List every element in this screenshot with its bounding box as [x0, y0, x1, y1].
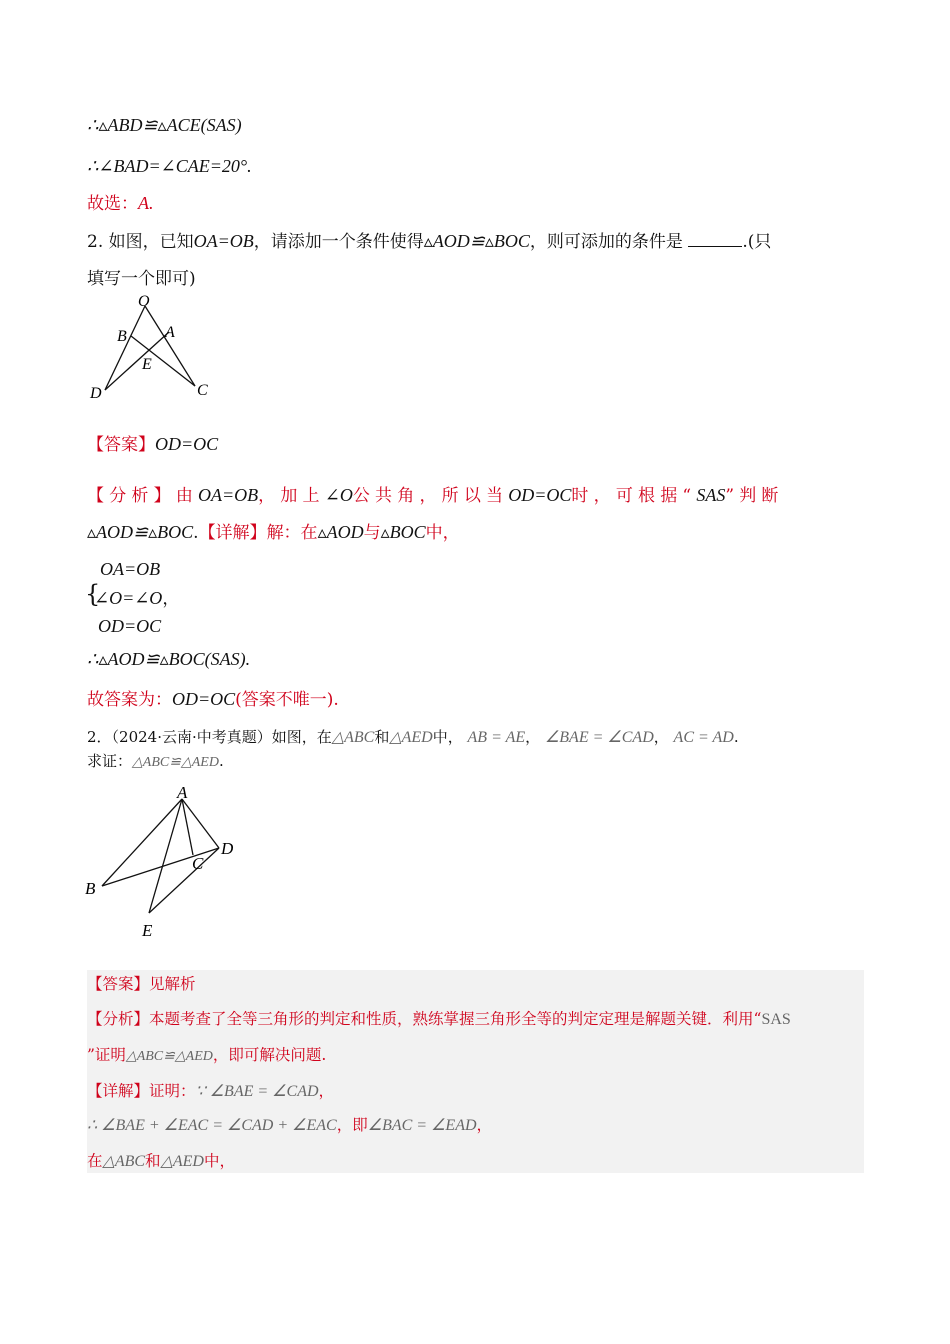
box-analysis-l2-text-1: ”证明 [87, 1046, 126, 1064]
analysis-1-line-1 [87, 484, 784, 507]
box-detail-l2-math-1: ∴ ∠BAE + ∠EAC = ∠CAD + ∠EAC [87, 1117, 337, 1134]
answer-blank [688, 230, 742, 247]
q2-math-1: OA=OB [193, 231, 254, 251]
analysis-1-line-2 [87, 521, 460, 544]
question-3-line-1 [87, 726, 739, 749]
q3-prove-math: △ABC≌△AED [132, 755, 219, 770]
box-detail-line-3 [87, 1150, 235, 1173]
analysis-1-text-5: ”判断 [725, 486, 784, 506]
label-c2: C [192, 854, 204, 873]
system-row-2 [94, 587, 179, 610]
system-row-2-tail: ， [162, 589, 180, 609]
q3-math-1: △ABC [331, 729, 375, 746]
analysis-1-l2-math-1: ▵AOD≌▵BOC [87, 522, 194, 542]
q2-text-c: ，则可添加的条件是 [529, 232, 683, 252]
final-1-text-2: (答案不唯一). [235, 690, 339, 710]
analysis-1-l2-text-3: 与 [363, 523, 381, 543]
choice-label: 故选： [87, 194, 138, 214]
box-analysis-label: 【分析】 [87, 1010, 150, 1028]
box-detail-line-1 [87, 1080, 334, 1103]
figure-aod-boc [87, 290, 217, 402]
q3-math-4: ∠BAE = ∠CAD [544, 729, 654, 746]
q3-math-5: AC = AD [673, 729, 734, 746]
box-analysis-math: SAS [761, 1011, 791, 1028]
analysis-1-text-4: 时，可根据“ [571, 486, 697, 506]
box-answer-line [87, 973, 196, 995]
analysis-1-l2-math-2: ▵AOD [317, 522, 364, 542]
conclusion-1-line: ∴▵AOD≌▵BOC(SAS). [87, 649, 251, 669]
box-analysis-l2-math: △ABC≌△AED [125, 1049, 213, 1064]
box-detail-math-1: ∵ ∠BAE = ∠CAD [195, 1083, 319, 1100]
label-e2: E [142, 921, 153, 940]
question-2-line-2: 填写一个即可) [87, 269, 196, 289]
answer-1-line [87, 433, 218, 456]
q2-math-2: ▵AOD≌▵BOC [423, 231, 530, 251]
figure-abc-aed [82, 780, 252, 945]
q3-text-1: 如图，在 [271, 728, 332, 746]
box-detail-l3-text-3: 中， [203, 1152, 235, 1170]
choice-line [87, 192, 154, 215]
system-row-2-math: ∠O=∠O [94, 588, 163, 608]
label-d: D [90, 385, 102, 402]
question-3-line-2 [87, 750, 224, 774]
box-detail-text-2: ， [318, 1082, 335, 1100]
angle-equality-line: ∴∠BAD=∠CAE=20°. [87, 156, 252, 176]
q3-text-3: 中， [432, 728, 463, 746]
final-1-math: OD=OC [172, 689, 236, 709]
choice-value: A. [138, 193, 154, 213]
q3-prove-tail: . [218, 752, 224, 770]
q3-text-4: ， [525, 728, 541, 746]
box-detail-text-1: 证明： [149, 1082, 196, 1100]
box-detail-l2-math-2: ∠BAC = ∠EAD [367, 1117, 477, 1134]
q3-number: 2． [87, 728, 112, 746]
box-detail-l3-text-1: 在 [87, 1152, 103, 1170]
box-detail-l3-text-2: 和 [145, 1152, 161, 1170]
q2-text-a: 2. 如图，已知 [87, 232, 194, 252]
q2-text-d: .(只 [742, 232, 772, 252]
analysis-1-label: 【分析】 [87, 486, 176, 506]
box-detail-l3-math-1: △ABC [102, 1153, 146, 1170]
box-answer-label: 【答案】 [87, 975, 150, 993]
box-detail-line-2 [87, 1114, 492, 1137]
analysis-1-text-1: 由 [175, 486, 199, 506]
box-analysis-line-2 [87, 1044, 326, 1068]
q3-prove-label: 求证： [87, 752, 133, 770]
analysis-1-math-2: ∠O [324, 485, 353, 505]
system-row-3: OD=OC [98, 616, 162, 636]
analysis-1-l2-text-2: 解：在 [266, 523, 318, 543]
box-detail-l2-text-1: ，即 [336, 1116, 368, 1134]
box-answer-value: 见解析 [149, 975, 196, 993]
label-e: E [142, 356, 152, 373]
box-analysis-l2-text-2: ，即可解决问题. [212, 1046, 327, 1064]
analysis-1-text-2: ，加上 [258, 486, 325, 506]
box-detail-l2-text-2: ， [476, 1116, 493, 1134]
analysis-1-math-3: OD=OC [508, 485, 572, 505]
analysis-1-text-3: 公共角，所以当 [352, 486, 509, 506]
q3-math-2: △AED [389, 729, 433, 746]
detail-1-label: 【详解】 [198, 523, 267, 543]
label-o: O [138, 293, 150, 310]
congruence-line-abd-ace: ∴▵ABD≌▵ACE(SAS) [87, 115, 242, 135]
label-a2: A [177, 783, 188, 802]
question-2-line-1 [87, 230, 771, 253]
box-analysis-line-1 [87, 1008, 791, 1031]
analysis-1-l2-text-1: . [193, 523, 199, 543]
system-row-1: OA=OB [100, 559, 161, 579]
q3-math-3: AB = AE [467, 729, 526, 746]
system-brace: { [85, 580, 101, 608]
analysis-1-math-1: OA=OB [198, 485, 259, 505]
answer-1-label: 【答案】 [87, 435, 155, 455]
label-d2: D [221, 839, 234, 858]
analysis-1-math-4: SAS [696, 485, 726, 505]
box-analysis-text: 本题考查了全等三角形的判定和性质，熟练掌握三角形全等的判定定理是解题关键．利用“ [149, 1010, 762, 1028]
analysis-1-l2-math-3: ▵BOC [380, 522, 426, 542]
final-1-text-1: 故答案为： [87, 690, 172, 710]
solution-box [87, 970, 864, 1173]
label-b2: B [85, 879, 96, 898]
label-b: B [117, 328, 127, 345]
q2-text-b: ，请添加一个条件使得 [253, 232, 424, 252]
q3-text-6: . [733, 728, 739, 746]
q3-text-2: 和 [374, 728, 390, 746]
analysis-1-l2-text-4: 中， [425, 523, 460, 543]
box-detail-l3-math-2: △AED [160, 1153, 204, 1170]
final-answer-1-line [87, 688, 339, 711]
box-detail-label: 【详解】 [87, 1082, 150, 1100]
answer-1-value: OD=OC [155, 434, 219, 454]
q3-text-5: ， [653, 728, 669, 746]
q3-source: （2024·云南·中考真题） [111, 728, 272, 746]
label-c: C [197, 382, 208, 399]
label-a: A [165, 324, 175, 341]
